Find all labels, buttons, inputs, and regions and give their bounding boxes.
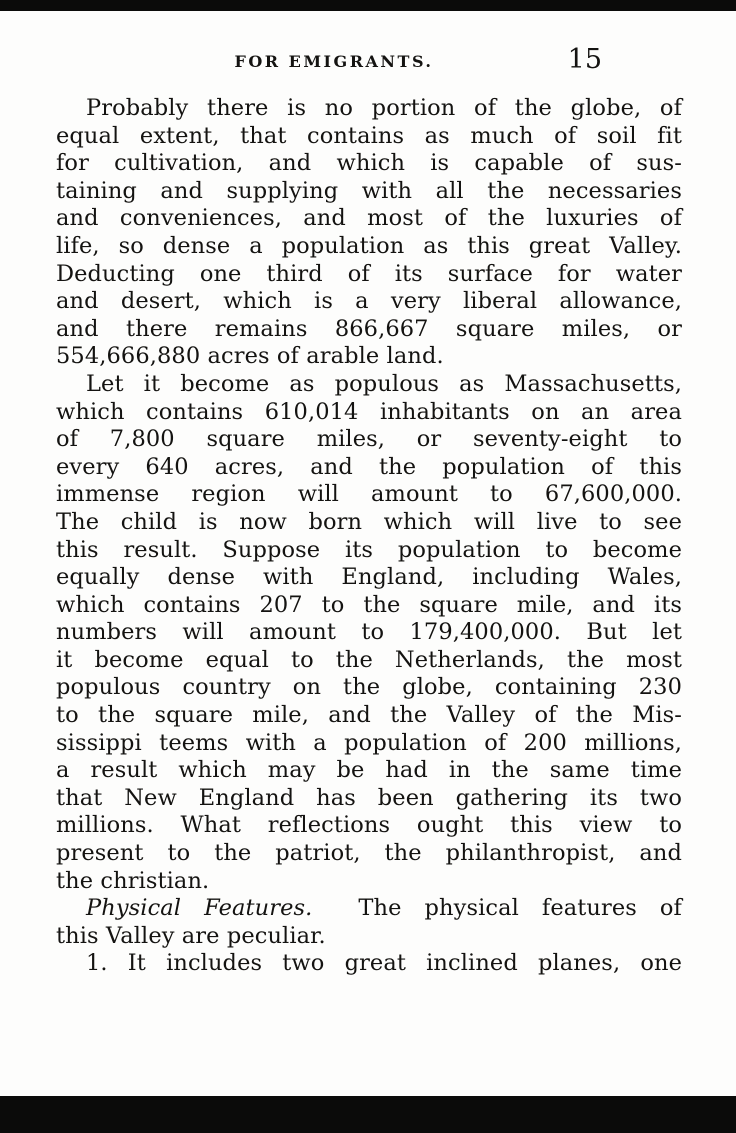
text-line: and conveniences, and most of the luxuries of xyxy=(56,205,682,232)
page-header xyxy=(56,44,682,78)
text-line: 554,666,880 acres of arable land. xyxy=(56,343,444,370)
text-line: present to the patriot, the philanthropist, and xyxy=(56,840,682,867)
text-line: Let it become as populous as Massachusetts, xyxy=(86,370,682,397)
text-line: taining and supplying with all the necessaries xyxy=(56,177,682,204)
italic-phrase: Physical Features. xyxy=(86,895,313,922)
scan-edge-top xyxy=(0,0,736,11)
text-line: this Valley are peculiar. xyxy=(56,922,326,949)
text-line: The child is now born which will live to see xyxy=(56,508,682,535)
text-line: that New England has been gathering its two xyxy=(56,784,682,811)
scan-edge-bottom xyxy=(0,1096,736,1133)
text-line: it become equal to the Netherlands, the most xyxy=(56,646,682,673)
text-line: the christian. xyxy=(56,867,210,894)
text-line: populous country on the globe, containing 230 xyxy=(56,674,682,701)
text-line: this result. Suppose its population to become xyxy=(56,536,682,563)
text-line: 1. It includes two great inclined planes, one xyxy=(86,950,682,977)
text-line: equally dense with England, including Wales, xyxy=(56,564,682,591)
text-line: Physical Features. The physical features of xyxy=(86,895,682,922)
text-line: millions. What reflections ought this view to xyxy=(56,812,682,839)
text-line: to the square mile, and the Valley of the Mis- xyxy=(56,702,682,729)
text-line: immense region will amount to 67,600,000. xyxy=(56,481,682,508)
text-line: and there remains 866,667 square miles, or xyxy=(56,315,682,342)
text-line: which contains 207 to the square mile, and its xyxy=(56,591,682,618)
text-line: Deducting one third of its surface for water xyxy=(56,260,682,287)
page-body xyxy=(56,95,682,978)
text-line: numbers will amount to 179,400,000. But let xyxy=(56,619,682,646)
text-line: which contains 610,014 inhabitants on an area xyxy=(56,398,682,425)
text-line: every 640 acres, and the population of this xyxy=(56,453,682,480)
text-line: sissippi teems with a population of 200 millions, xyxy=(56,729,682,756)
page-number: 15 xyxy=(567,44,602,75)
text-line: of 7,800 square miles, or seventy-eight to xyxy=(56,426,682,453)
text-line: life, so dense a population as this great Valley. xyxy=(56,232,682,259)
text-line: Probably there is no portion of the globe, of xyxy=(86,95,682,121)
running-title: FOR EMIGRANTS. xyxy=(234,52,434,71)
text-line: a result which may be had in the same time xyxy=(56,757,682,784)
text-line: and desert, which is a very liberal allowance, xyxy=(56,288,682,315)
text-line: equal extent, that contains as much of soil fit xyxy=(56,122,682,149)
text-line: for cultivation, and which is capable of sus- xyxy=(56,150,682,177)
